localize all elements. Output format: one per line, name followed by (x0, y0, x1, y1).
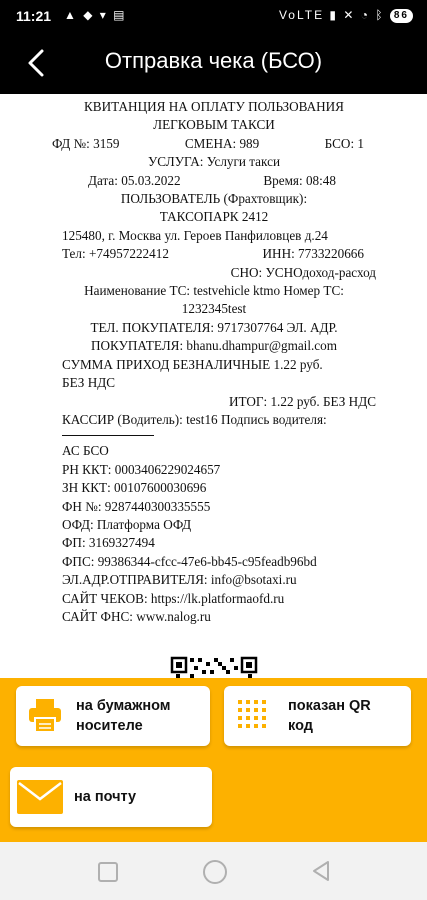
notification-icons: ▲ ◆ ▾ ▤ (64, 8, 127, 22)
receipt-service: УСЛУГА: Услуги такси (147, 154, 281, 170)
status-bar (0, 0, 427, 32)
back-nav-icon[interactable] (311, 860, 331, 882)
system-navigation-bar (0, 842, 427, 900)
receipt-checks-site: САЙТ ЧЕКОВ: https://lk.platformaofd.ru (62, 590, 285, 606)
signature-line (62, 435, 154, 436)
qr-label-line1: показан QR (288, 698, 371, 714)
status-time: 11:21 (16, 8, 52, 24)
receipt-zn-kkt: ЗН ККТ: 00107600030696 (62, 480, 207, 496)
receipt-datetime-row (52, 172, 376, 190)
paper-label-line1: на бумажном (76, 698, 171, 714)
receipt-vehicle: Наименование ТС: testvehicle ktmo Номер ТС: (84, 283, 344, 299)
app-header (0, 32, 427, 94)
receipt-fd-row (52, 135, 376, 153)
qr-code (170, 656, 260, 678)
receipt-buyer-email: ПОКУПАТЕЛЯ: bhanu.dhampur@gmail.com (90, 338, 338, 354)
receipt-vehicle-number: 1232345test (181, 301, 247, 317)
receipt-title-line2: ЛЕГКОВЫМ ТАКСИ (153, 117, 275, 133)
receipt-sender-email: ЭЛ.АДР.ОТПРАВИТЕЛЯ: info@bsotaxi.ru (62, 572, 297, 588)
receipt-fd: ФД №: 3159 (52, 135, 120, 151)
receipt-fps: ФПС: 99386344-cfcc-47e6-bb45-c95feadb96bd (62, 553, 317, 569)
home-button[interactable] (203, 860, 227, 884)
receipt-shift: СМЕНА: 989 (184, 135, 260, 151)
qr-label (288, 696, 371, 736)
receipt-as-bso: АС БСО (62, 443, 109, 459)
receipt-sno: СНО: УСНОдоход-расход (230, 264, 376, 280)
qr-grid-icon (236, 698, 272, 734)
send-options-panel (0, 678, 427, 842)
email-receipt-button[interactable] (10, 767, 212, 827)
printer-icon (26, 697, 64, 735)
receipt-sum: СУММА ПРИХОД БЕЗНАЛИЧНЫЕ 1.22 руб. (62, 356, 323, 372)
receipt-fn: ФН №: 9287440300335555 (62, 498, 211, 514)
receipt-total: ИТОГ: 1.22 руб. БЕЗ НДС (228, 393, 376, 409)
system-icons (279, 8, 413, 23)
receipt-tel-row (52, 245, 376, 263)
receipt-cashier: КАССИР (Водитель): test16 Подпись водителя: (62, 411, 327, 427)
receipt-ofd: ОФД: Платформа ОФД (62, 516, 192, 532)
paper-receipt-button[interactable] (16, 686, 210, 746)
qr-label-line2: код (288, 718, 313, 734)
receipt-rn-kkt: РН ККТ: 0003406229024657 (62, 461, 221, 477)
receipt-bso: БСО: 1 (324, 135, 364, 151)
paper-label (76, 696, 171, 736)
envelope-icon (16, 779, 64, 815)
receipt-user: ПОЛЬЗОВАТЕЛЬ (Фрахтовщик): (120, 191, 308, 207)
paper-label-line2: носителе (76, 718, 143, 734)
receipt-buyer-tel: ТЕЛ. ПОКУПАТЕЛЯ: 9717307764 ЭЛ. АДР. (90, 319, 338, 335)
receipt-address: 125480, г. Москва ул. Героев Панфиловцев д.24 (62, 227, 328, 243)
receipt-fp: ФП: 3169327494 (62, 535, 155, 551)
recents-button[interactable] (98, 862, 118, 882)
signal-icons: VoLTE ▮ ✕ ◔ ᛒ (278, 8, 385, 22)
show-qr-button[interactable] (224, 686, 411, 746)
receipt-inn: ИНН: 7733220666 (262, 246, 364, 262)
page-title: Отправка чека (БСО) (104, 48, 323, 73)
receipt-fns-site: САЙТ ФНС: www.nalog.ru (62, 608, 211, 624)
receipt (52, 98, 376, 626)
receipt-no-vat: БЕЗ НДС (62, 375, 116, 391)
receipt-company: ТАКСОПАРК 2412 (159, 209, 269, 225)
receipt-tel: Тел: +74957222412 (62, 246, 169, 262)
receipt-title-line1: КВИТАНЦИЯ НА ОПЛАТУ ПОЛЬЗОВАНИЯ (84, 99, 344, 114)
email-label: на почту (74, 789, 137, 805)
receipt-time: Время: 08:48 (263, 172, 336, 188)
battery-icon: 86 (390, 9, 413, 23)
receipt-date: Дата: 05.03.2022 (88, 172, 181, 188)
